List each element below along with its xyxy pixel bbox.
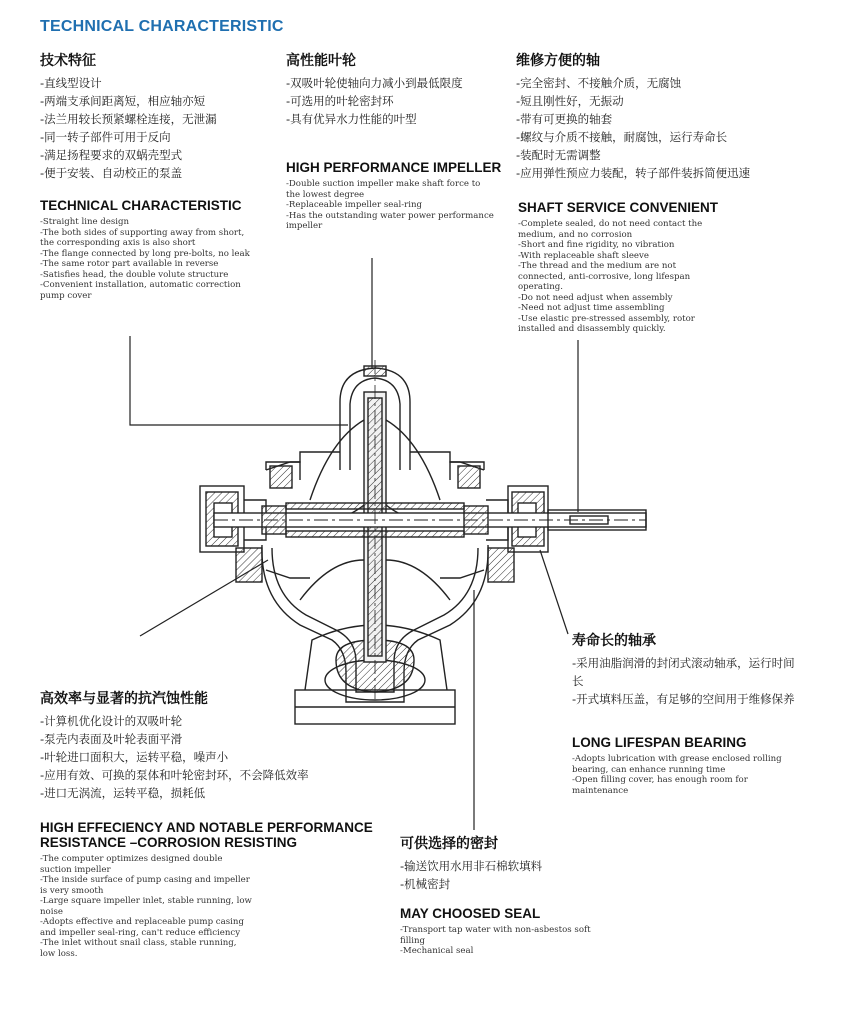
list-item: -The same rotor part available in reverse <box>40 259 219 269</box>
list-item: -便于安装、自动校正的泵盖 <box>40 166 183 180</box>
section-title-cn: 技术特征 <box>40 53 96 69</box>
list-item: -短且刚性好，无振动 <box>516 94 624 108</box>
list-item: -装配时无需调整 <box>516 148 601 162</box>
list-item: -Large square impeller inlet, stable running, low noise <box>40 896 252 917</box>
section-title-en: MAY CHOOSED SEAL <box>400 906 541 921</box>
section-title-en: TECHNICAL CHARACTERISTIC <box>40 198 242 213</box>
list-item: -带有可更换的轴套 <box>516 112 613 126</box>
list-item: -同一转子部件可用于反向 <box>40 130 171 144</box>
list-item: -开式填料压盖，有足够的空间用于维修保养 <box>572 692 795 706</box>
list-item: -满足扬程要求的双蜗壳型式 <box>40 148 183 162</box>
section-title-cn: 高效率与显著的抗汽蚀性能 <box>40 691 208 707</box>
list-item: -Open filling cover, has enough room for maintenance <box>572 775 748 796</box>
list-item: -With replaceable shaft sleeve <box>518 250 649 261</box>
list-item: -The inside surface of pump casing and impeller is very smooth <box>40 875 250 896</box>
list-item: -Mechanical seal <box>400 946 474 956</box>
list-item: -Short and fine rigidity, no vibration <box>518 240 675 250</box>
list-item: -应用弹性预应力装配，转子部件装拆简便迅速 <box>516 166 751 180</box>
list-item: -泵壳内表面及叶轮表面平滑 <box>40 732 183 746</box>
list-item: -The thread and the medium are not connected, anti-corrosive, long lifespan operating. <box>518 261 691 292</box>
list-item: -螺纹与介质不接触，耐腐蚀，运行寿命长 <box>516 130 728 144</box>
list-item: -双吸叶轮使轴向力减小到最低限度 <box>286 76 463 90</box>
section-title-en: HIGH EFFECIENCY AND NOTABLE PERFORMANCE <box>40 820 373 835</box>
section-title-cn: 维修方便的轴 <box>516 53 600 69</box>
list-item: -Double suction impeller make shaft force to the lowest degree <box>286 179 481 200</box>
list-item: -完全密封、不接触介质，无腐蚀 <box>516 76 682 90</box>
leader-bearing <box>540 550 568 634</box>
section-title-en: HIGH PERFORMANCE IMPELLER <box>286 160 502 175</box>
list-item: -计算机优化设计的双吸叶轮 <box>40 714 183 728</box>
section-title-cn: 可供选择的密封 <box>400 836 498 852</box>
section-title-en: LONG LIFESPAN BEARING <box>572 735 747 750</box>
list-item: -两端支承间距离短，相应轴亦短 <box>40 94 206 108</box>
list-item: -Need not adjust time assembling <box>518 303 665 313</box>
list-item: -Convenient installation, automatic correction pump cover <box>40 280 241 301</box>
page-title: TECHNICAL CHARACTERISTIC <box>40 18 284 35</box>
list-item: -Adopts lubrication with grease enclosed rolling bearing, can enhance running time <box>572 754 782 775</box>
list-item: -The inlet without snail class, stable running, low loss. <box>40 938 237 959</box>
list-item: -进口无涡流，运转平稳，损耗低 <box>40 786 206 800</box>
section-title-cn: 高性能叶轮 <box>286 53 356 69</box>
list-item: -The flange connected by long pre-bolts, no leak <box>40 248 250 259</box>
list-item: -The both sides of supporting away from short, the corresponding axis is also short <box>40 227 245 248</box>
list-item: -输送饮用水用非石棉软填料 <box>400 859 543 873</box>
list-item: -Transport tap water with non-asbestos soft filling <box>400 925 591 946</box>
leader-technical <box>130 336 348 425</box>
list-item: -直线型设计 <box>40 76 102 90</box>
list-item: -Has the outstanding water power performance impeller <box>286 210 494 231</box>
list-item: -Replaceable impeller seal-ring <box>286 200 422 210</box>
section-title-en: RESISTANCE –CORROSION RESISTING <box>40 835 298 850</box>
list-item: -法兰用较长预紧螺栓连接，无泄漏 <box>40 112 217 126</box>
list-item: -可选用的叶轮密封环 <box>286 94 394 108</box>
list-item: -采用油脂润滑的封闭式滚动轴承，运行时间长 <box>572 656 795 688</box>
list-item: -具有优异水力性能的叶型 <box>286 112 417 126</box>
list-item: -Satisfies head, the double volute structure <box>40 269 229 280</box>
list-item: -Use elastic pre-stressed assembly, rotor installed and disassembly quickly. <box>518 313 695 334</box>
list-item: -Complete sealed, do not need contact the medium, and no corrosion <box>518 219 703 240</box>
list-item: -Adopts effective and replaceable pump casing and impeller seal-ring, can't reduce efficiency <box>40 917 244 938</box>
list-item: -应用有效、可换的泵体和叶轮密封环，不会降低效率 <box>40 768 309 782</box>
list-item: -叶轮进口面积大，运转平稳，噪声小 <box>40 750 229 764</box>
section-title-en: SHAFT SERVICE CONVENIENT <box>518 200 719 215</box>
section-title-cn: 寿命长的轴承 <box>572 633 656 649</box>
list-item: -机械密封 <box>400 877 451 891</box>
list-item: -Do not need adjust when assembly <box>518 292 673 303</box>
list-item: -The computer optimizes designed double suction impeller <box>40 854 223 875</box>
list-item: -Straight line design <box>40 217 130 227</box>
